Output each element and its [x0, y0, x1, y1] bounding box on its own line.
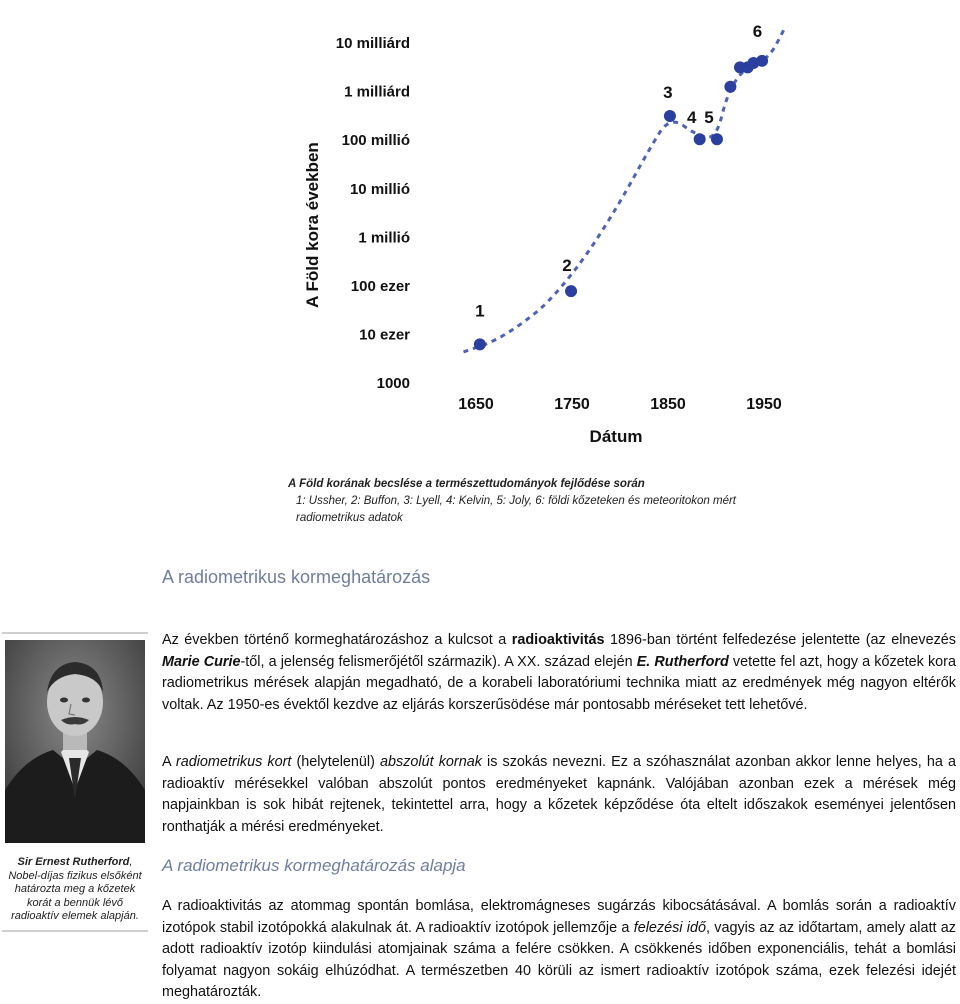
data-point	[664, 110, 676, 122]
paragraph-absolute-age	[162, 752, 956, 838]
x-axis-label: Dátum	[589, 427, 643, 446]
x-tick-label: 1750	[554, 396, 590, 413]
term-absolute-age: abszolút kornak	[380, 754, 482, 770]
portrait-caption: Sir Ernest Rutherford, Nobel-díjas fizikus elsőként határozta meg a kőzetek korát a bennük lévő radioaktív elemek alapján.	[2, 856, 148, 932]
data-point	[694, 133, 706, 145]
text: (helytelenül)	[291, 754, 380, 770]
data-point-label: 3	[663, 83, 673, 103]
text: 1896-ban történt felfedezése jelentette (az elnevezés	[604, 632, 956, 648]
x-tick-label: 1650	[458, 396, 494, 413]
term-radiometric-age: radiometrikus kort	[175, 754, 292, 770]
sidebar-bottom-rule	[2, 930, 148, 932]
portrait-name: Sir Ernest Rutherford	[17, 856, 130, 868]
text: -től, a jelenség felismerőjétől származik). A XX. század elején	[240, 653, 637, 670]
paragraph-half-life	[162, 896, 956, 1004]
data-point	[474, 338, 486, 350]
caption-legend: 1: Ussher, 2: Buffon, 3: Lyell, 4: Kelvin, 5: Joly, 6: földi kőzeteken és meteoritokon mért	[296, 495, 736, 507]
data-points	[474, 22, 768, 350]
paragraph-radioactivity-history	[162, 630, 956, 716]
term-radioactivity: radioaktivitás	[511, 632, 605, 648]
caption-title: A Föld korának becslése a természettudományok fejlődése során	[288, 478, 645, 490]
y-tick-label: 10 ezer	[359, 326, 410, 344]
text: Az években történő kormeghatározáshoz a kulcsot a	[162, 632, 512, 648]
data-point-label: 6	[752, 21, 763, 41]
name-marie-curie: Marie Curie	[162, 653, 241, 670]
text: , vagyis az az időtartam, amely alatt az adott radioaktív izotóp kiindulási atomjainak száma a felére csökken. A csökkenés időben exponenciális, tehát a bomlási folyamat nagyon sokáig elhúzódhat. A természetben 40 körüli az ismert radioaktív izotópok száma, ezek felezési idejét meghatározták.	[162, 919, 956, 1001]
text: is szokás nevezni. Ez a szóhasználat azonban akkor lenne helyes, ha a radioaktív mérésekkel valóban abszolút pontos eredményeket kapnánk. Valójában azonban ezek a mérések még napjainkban is sok hibát rejtenek, tekintettel arra, hogy a kőzetek képződése óta eltelt időszakok eseményei jelentősen ronthatják a mérési eredményeket.	[162, 754, 956, 835]
y-tick-labels	[336, 35, 410, 392]
term-half-life: felezési idő	[633, 919, 706, 936]
y-tick-label: 1000	[376, 375, 410, 393]
data-point-label: 4	[686, 108, 697, 128]
trend-line	[464, 27, 786, 352]
data-point	[724, 81, 736, 93]
age-of-earth-chart	[288, 0, 818, 455]
name-rutherford: E. Rutherford	[636, 653, 729, 670]
caption-legend-cont: radiometrikus adatok	[296, 512, 403, 524]
portrait-image	[5, 640, 145, 843]
y-tick-label: 100 ezer	[350, 278, 410, 295]
data-point-label: 2	[562, 256, 572, 276]
text: A	[162, 754, 176, 770]
y-axis-label: A Föld kora években	[303, 142, 322, 308]
text: vetette fel azt, hogy a kőzetek kora radiometrikus mérések alapján megadható, de a korabeli laboratóriumi technika miatt az eredmények még nagyon eltérők voltak. Az 1950-es évektől kezdve az eljárás korszerűsödése már pontosabb méréseket tett lehetővé.	[162, 653, 956, 713]
chart-svg	[288, 0, 818, 455]
section-title: A radiometrikus kormeghatározás	[162, 567, 431, 587]
data-point	[565, 285, 577, 297]
figure-caption	[288, 476, 848, 527]
subsection-title: A radiometrikus kormeghatározás alapja	[162, 856, 466, 875]
x-tick-label: 1850	[650, 396, 686, 413]
y-tick-label: 10 milliárd	[335, 35, 410, 52]
y-tick-label: 1 milliárd	[344, 83, 410, 101]
data-point	[756, 55, 768, 67]
y-tick-label: 1 millió	[358, 229, 410, 247]
y-tick-label: 100 millió	[341, 132, 410, 150]
x-tick-label: 1950	[746, 396, 782, 413]
sidebar	[0, 632, 150, 952]
data-point-label: 1	[475, 301, 485, 321]
data-point-label: 5	[704, 108, 714, 128]
x-tick-labels	[458, 396, 782, 413]
sidebar-top-rule	[2, 632, 148, 634]
portrait-description: Nobel-díjas fizikus elsőként határozta meg a kőzetek korát a bennük lévő radioaktív elemek alapján.	[8, 869, 142, 922]
data-point	[711, 133, 723, 145]
y-tick-label: 10 millió	[349, 180, 410, 198]
text: A radioaktivitás az atommag spontán bomlása, elektromágneses sugárzás kibocsátásával. A bomlás során a radioaktív izotópok stabil izotópokká alakulnak át. A radioaktív izotópok jellemzője a	[162, 898, 956, 936]
